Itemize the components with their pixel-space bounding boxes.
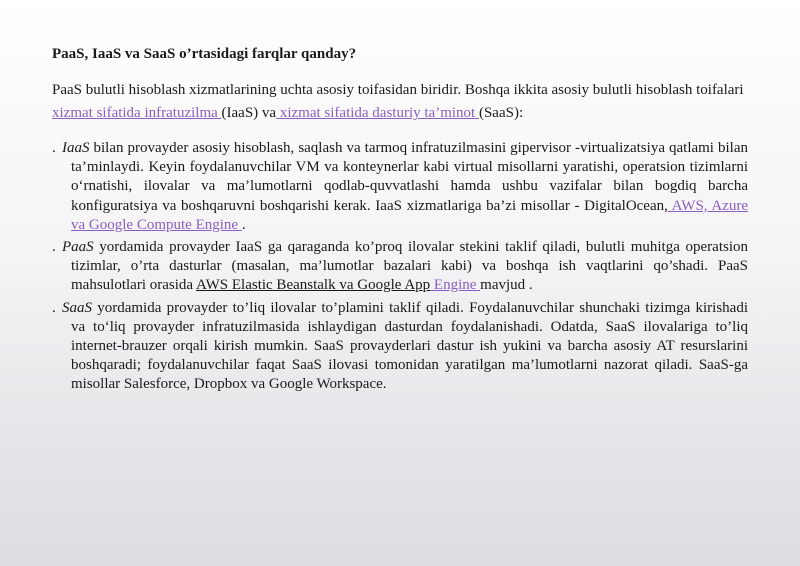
document-page	[52, 44, 748, 398]
bullet-text: yordamida provayder IaaS ga qaraganda ko’proq ilovalar stekini taklif qiladi, bulutli muhitga operatsion tizimlar, o’rta dasturlar (masalan, ma’lumotlar bazalari kabi) va boshqa ish vaqtlarini qo’shadi. PaaS mahsulotlari orasida	[71, 239, 748, 294]
term-iaas: IaaS	[62, 140, 90, 156]
saas-link[interactable]: xizmat sifatida dasturiy ta’minot	[276, 105, 479, 121]
list-item-iaas	[52, 139, 748, 235]
term-paas: PaaS	[62, 239, 94, 256]
bullet-tail: .	[241, 216, 246, 233]
bullet-list	[52, 139, 748, 395]
list-item-saas	[52, 299, 748, 395]
term-saas: SaaS	[62, 299, 92, 316]
bullet-tail: mavjud .	[480, 277, 533, 294]
intro-text-2: (IaaS) va	[221, 105, 277, 121]
list-item-paas	[52, 238, 748, 296]
bullet-marker: .	[52, 239, 56, 256]
iaas-link[interactable]: xizmat sifatida infratuzilma	[52, 105, 222, 121]
aws-beanstalk-link[interactable]: AWS Elastic Beanstalk va Google App	[195, 277, 431, 294]
bullet-text: bilan provayder asosiy hisoblash, saqlash va tarmoq infratuzilmasini gipervisor -virtualizatsiya qatlami bilan ta’minlaydi. Keyin foydalanuvchilar VM va konteynerlar kabi virtual misollarni yaratishi, operatsion tizimlarni o‘rnatishi, ilovalar va ma’lumotlarni qodlab-quvvatlashi hamda ushbu vazifalar bilan bogdiq barcha konfiguratsiya va boshqaruvni boshqarishi kerak. IaaS xizmatlariga ba’zi misollar - DigitalOcean,	[71, 140, 748, 214]
intro-paragraph	[52, 79, 748, 125]
section-heading: PaaS, IaaS va SaaS o’rtasidagi farqlar qanday?	[52, 46, 357, 62]
intro-text-3: (SaaS):	[478, 105, 524, 121]
engine-link[interactable]: Engine	[430, 277, 481, 294]
bullet-marker: .	[52, 299, 56, 316]
aws-azure-google-link[interactable]: AWS, Azure va Google Compute Engine	[71, 197, 748, 233]
bullet-marker: .	[52, 140, 56, 156]
intro-text-1: PaaS bulutli hisoblash xizmatlarining uchta asosiy toifasidan biridir. Boshqa ikkita asosiy bulutli hisoblash toifalari	[52, 82, 744, 98]
bullet-text: yordamida provayder to’liq ilovalar to’plamini taklif qiladi. Foydalanuvchilar shunchaki tizimga kirishadi va to‘liq provayder infratuzilmasida ishlaydigan dasturdan foydalanishadi. Odatda, SaaS ilovalariga to’liq internet-brauzer orqali kirish mumkin. SaaS provayderlari dastur ish yukini va barcha asosiy AT resurslarini boshqaradi; foydalanuvchilar faqat SaaS ilovasi tomonidan yaratilgan ma’lumotlarni nazorat qiladi. SaaS-ga misollar Salesforce, Dropbox va Google Workspace.	[71, 299, 748, 393]
